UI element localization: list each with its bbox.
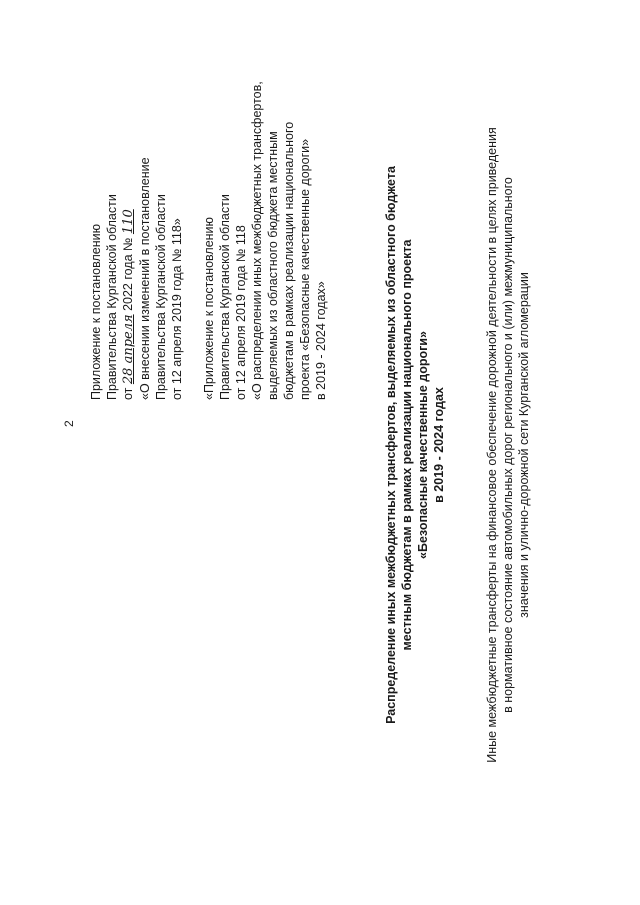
appendix-date-middle: 2022 года № [121, 234, 135, 315]
title-line-4: в 2019 - 2024 годах [432, 387, 446, 503]
document-title [383, 135, 447, 755]
appendix-line-4: «О внесении изменений в постановление [138, 157, 152, 400]
appendix-date-prefix: от [121, 384, 135, 400]
previous-appendix-line-6: бюджетам в рамках реализации национального [282, 121, 296, 400]
intro-line-1: Иные межбюджетные трансферты на финансовое обеспечение дорожной деятельности в целях приведения [485, 127, 499, 763]
previous-appendix-line-4: «О распределении иных межбюджетных трансфертов, [250, 81, 264, 400]
title-line-2: местным бюджетам в рамках реализации национального проекта [400, 239, 414, 651]
appendix-line-5: Правительства Курганской области [154, 194, 168, 400]
previous-appendix-line-1: «Приложение к постановлению [202, 217, 216, 400]
block-gap [185, 10, 201, 400]
previous-appendix-line-8: в 2019 - 2024 годах» [314, 281, 328, 400]
appendix-line-6: от 12 апреля 2019 года № 118» [170, 218, 184, 400]
appendix-line-2: Правительства Курганской области [105, 194, 119, 400]
page-number: 2 [62, 420, 76, 427]
previous-appendix-line-3: от 12 апреля 2019 года № 118 [234, 225, 248, 400]
intro-line-2: в нормативное состояние автомобильных дорог регионального и (или) межмуниципального [501, 177, 515, 713]
appendix-date-day: 28 апреля [121, 314, 136, 385]
title-line-1: Распределение иных межбюджетных трансфертов, выделяемых из областного бюджета [384, 166, 398, 724]
appendix-line-3 [120, 10, 137, 400]
intro-line-3: значения и улично-дорожной сети Курганской агломерации [517, 272, 531, 618]
previous-appendix-line-5: выделяемых из областного бюджета местным [266, 131, 280, 400]
appendix-doc-number: 110 [121, 209, 136, 235]
previous-appendix-line-2: Правительства Курганской области [218, 194, 232, 400]
appendix-block [88, 10, 329, 400]
title-line-3: «Безопасные качественные дороги» [416, 331, 430, 559]
previous-appendix-line-7: проекта «Безопасные качественные дороги» [298, 138, 312, 400]
appendix-line-1: Приложение к постановлению [89, 224, 103, 400]
intro-paragraph [484, 105, 532, 785]
